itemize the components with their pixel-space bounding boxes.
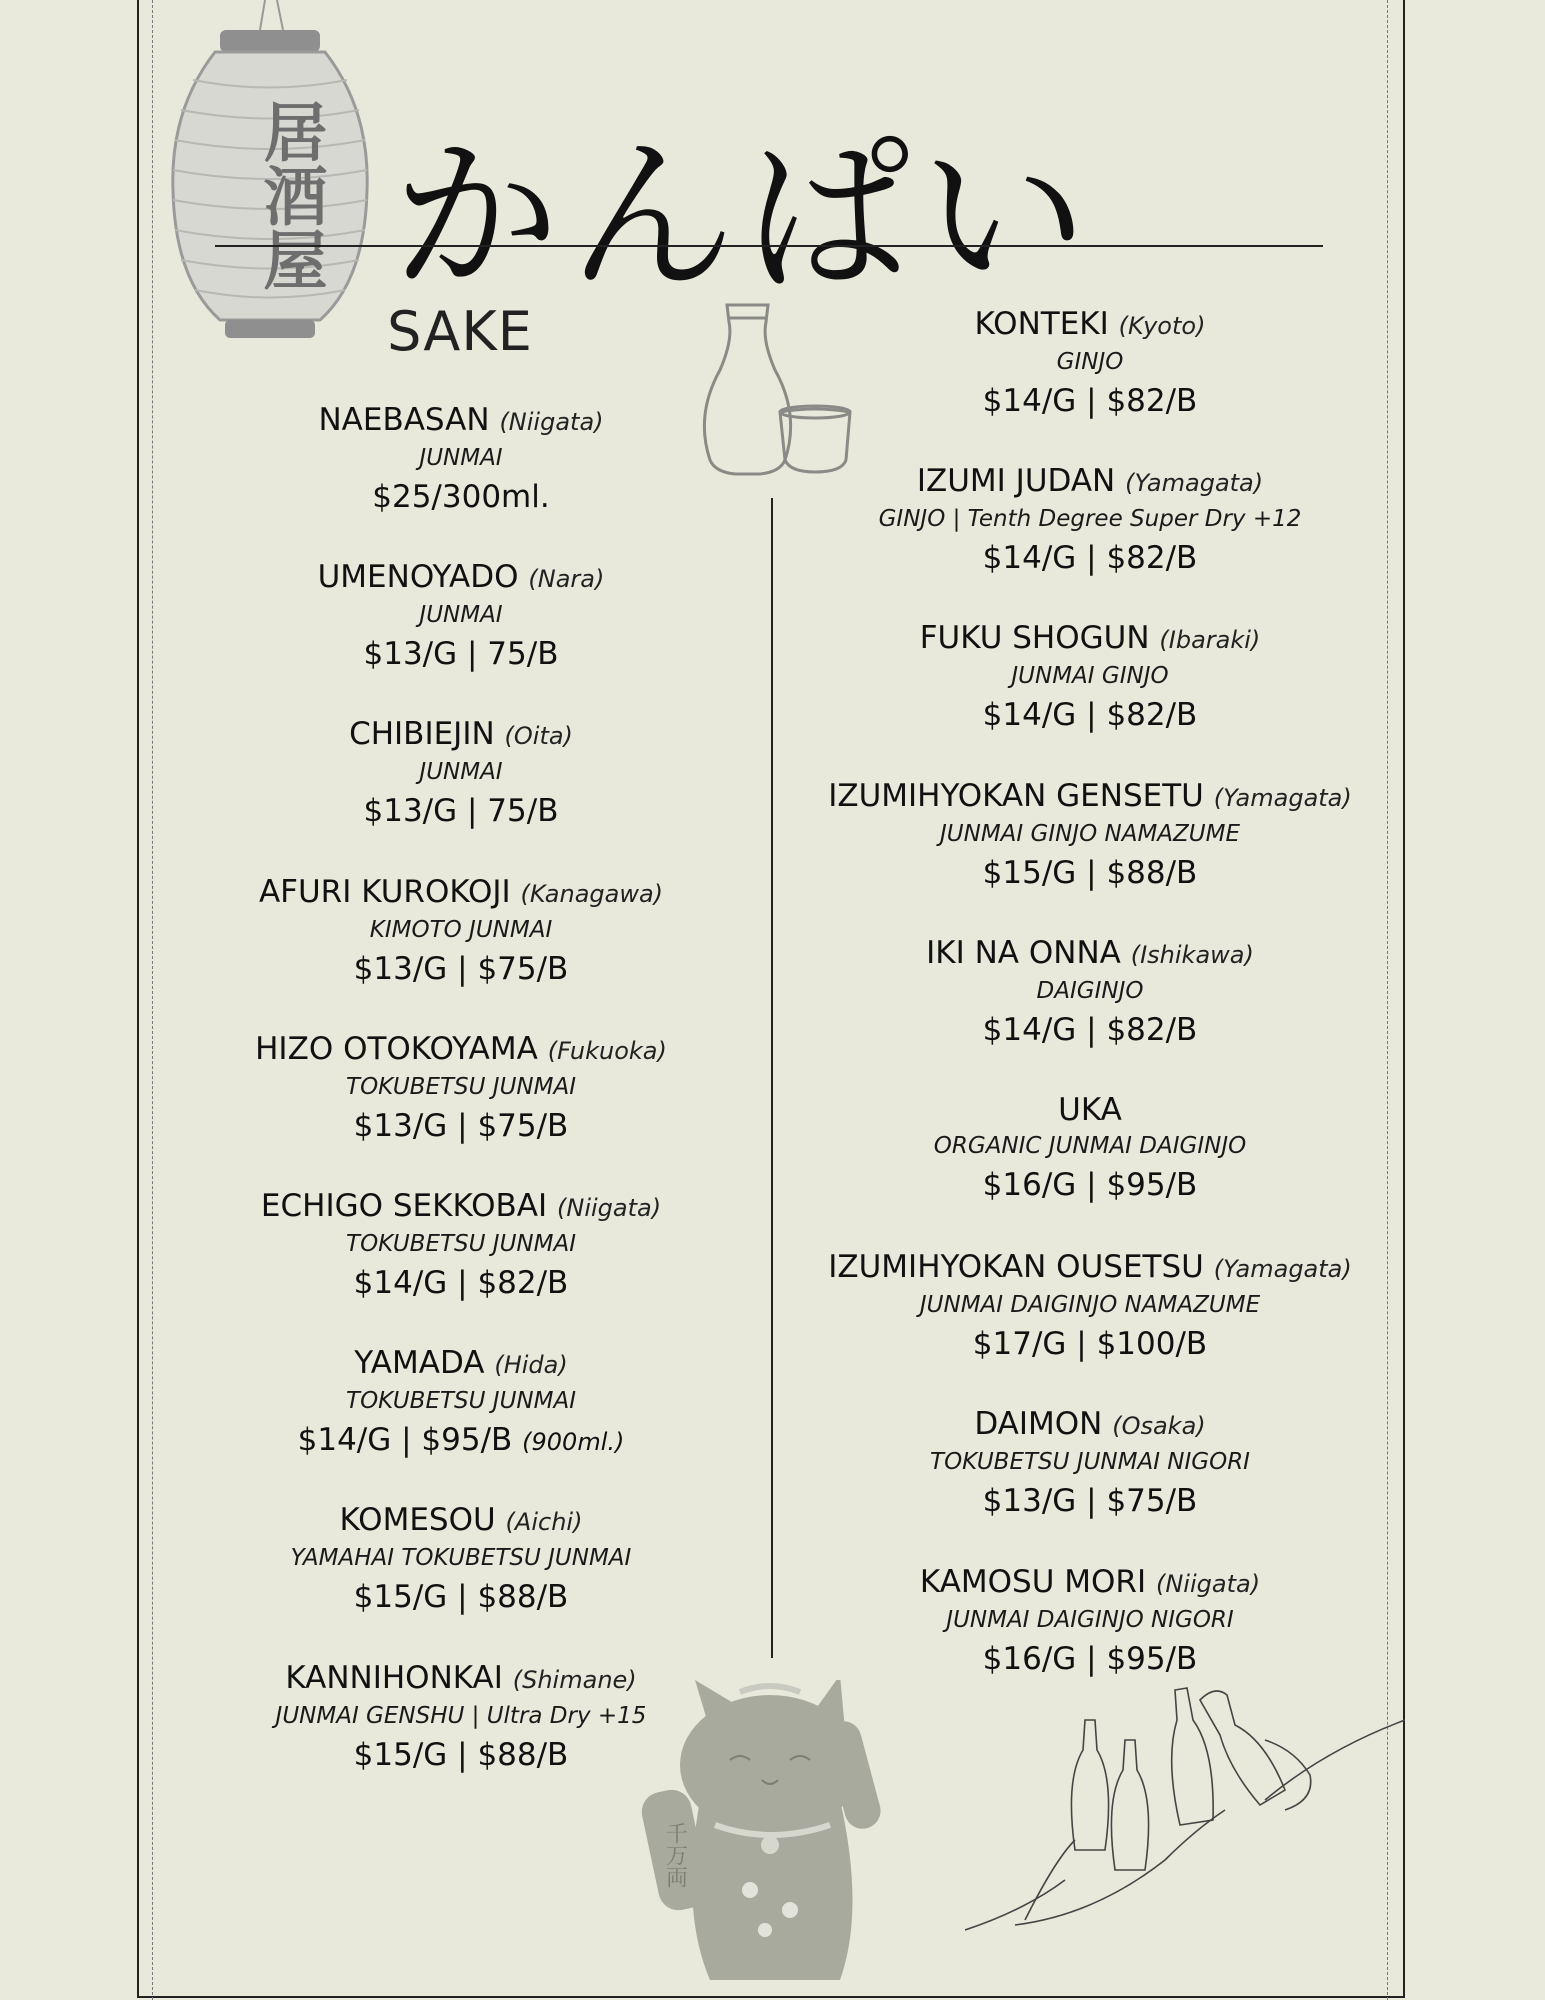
sake-item [790, 618, 1390, 737]
sake-price-text: $13/G | 75/B [363, 793, 559, 830]
sake-item [211, 1029, 711, 1148]
sake-price [790, 1479, 1390, 1523]
sake-item [211, 1658, 711, 1777]
sake-name [211, 714, 711, 756]
sake-price-text: $14/G | $95/B [297, 1422, 513, 1459]
sake-region: (Osaka) [1112, 1412, 1206, 1441]
sake-name [211, 1029, 711, 1071]
sake-style: ORGANIC JUNMAI DAIGINJO [933, 1133, 1247, 1159]
sake-item [790, 461, 1390, 580]
sake-name-text: CHIBIEJIN [349, 716, 495, 753]
sake-name [211, 1658, 711, 1700]
sake-price-text: $14/G | $82/B [982, 540, 1198, 577]
sake-region: (Yamagata) [1125, 469, 1264, 498]
sake-item [790, 1404, 1390, 1523]
sake-region: (Shimane) [512, 1665, 637, 1694]
sake-name-text: NAEBASAN [318, 402, 490, 438]
sake-name-text: IZUMIHYOKAN GENSETU [828, 777, 1204, 814]
sake-name [211, 557, 711, 599]
toasting-bottles-icon [965, 1680, 1405, 1940]
sake-name [211, 872, 711, 914]
sake-price [211, 947, 711, 991]
sake-name [790, 304, 1390, 346]
sake-name-text: FUKU SHOGUN [919, 620, 1150, 657]
sake-item [211, 1186, 711, 1305]
sake-style: JUNMAI GINJO NAMAZUME [940, 820, 1240, 847]
sake-name-text: UMENOYADO [317, 559, 519, 596]
sake-name [211, 400, 711, 442]
sake-style: JUNMAI [419, 759, 503, 786]
sake-name [790, 461, 1390, 503]
sake-region: (Yamagata) [1213, 1255, 1352, 1284]
sake-name-text: KAMOSU MORI [919, 1563, 1147, 1600]
sake-name-text: ECHIGO SEKKOBAI [260, 1188, 548, 1224]
sake-name [790, 1562, 1390, 1604]
maneki-neko-icon [640, 1680, 900, 2000]
sake-name-text: UKA [1058, 1092, 1122, 1128]
sake-price-text: $13/G | $75/B [353, 1107, 569, 1144]
sake-name [211, 1186, 711, 1228]
sake-region: (Nara) [528, 565, 605, 594]
sake-item [790, 776, 1390, 895]
sake-style: GINJO | Tenth Degree Super Dry +12 [878, 506, 1302, 533]
sake-item [211, 714, 711, 833]
sake-price [790, 851, 1390, 895]
sake-region: (Niigata) [1155, 1569, 1261, 1598]
sake-item [211, 1343, 711, 1464]
dashed-border-left [152, 0, 153, 2000]
sake-region: (Niigata) [499, 408, 604, 436]
sake-region: (Oita) [504, 722, 573, 751]
sake-name [790, 1404, 1390, 1446]
sake-price-text: $16/G | $95/B [982, 1640, 1198, 1677]
sake-price-text: $14/G | $82/B [982, 697, 1198, 734]
sake-price-text: $13/G | $75/B [353, 950, 569, 987]
sake-name [211, 1343, 711, 1385]
sake-name [790, 933, 1390, 975]
sake-region: (Hida) [494, 1351, 568, 1380]
sake-price-text: $15/G | $88/B [982, 854, 1198, 891]
sake-price-text: $16/G | $95/B [982, 1167, 1198, 1203]
sake-name [790, 776, 1390, 818]
sake-price-text: $25/300ml. [372, 479, 550, 515]
sake-name-text: KOMESOU [339, 1502, 496, 1539]
sake-style: JUNMAI DAIGINJO NIGORI [946, 1606, 1234, 1633]
sake-item [790, 304, 1390, 423]
sake-style: TOKUBETSU JUNMAI [346, 1073, 576, 1100]
sake-name [211, 1500, 711, 1542]
lantern-text: 居酒屋 [252, 99, 328, 291]
sake-price [790, 1163, 1390, 1207]
section-title: SAKE [387, 300, 533, 363]
sake-price-text: $13/G | 75/B [363, 636, 559, 673]
sake-style: TOKUBETSU JUNMAI [346, 1231, 576, 1257]
sake-price [211, 1575, 711, 1619]
sake-style: DAIGINJO [1036, 977, 1144, 1004]
sake-price [211, 1733, 711, 1777]
sake-name-text: AFURI KUROKOJI [258, 873, 511, 910]
sake-item [790, 1562, 1390, 1681]
sake-price [211, 789, 711, 833]
sake-style: JUNMAI DAIGINJO NAMAZUME [919, 1292, 1261, 1319]
sake-price-text: $15/G | $88/B [353, 1736, 569, 1773]
sake-name-text: KONTEKI [974, 306, 1109, 342]
sake-region: (Ishikawa) [1130, 940, 1254, 969]
sake-region: (Aichi) [505, 1508, 583, 1537]
sake-style: KIMOTO JUNMAI [369, 916, 553, 943]
sake-price-text: $13/G | $75/B [982, 1483, 1198, 1520]
sake-price [211, 1418, 711, 1464]
sake-item [790, 933, 1390, 1052]
sake-item [790, 1090, 1390, 1207]
sake-item [211, 1500, 711, 1619]
lantern-icon [165, 0, 380, 345]
sake-style: JUNMAI GINJO [1011, 663, 1169, 690]
sake-item [211, 872, 711, 991]
sake-price [790, 1637, 1390, 1681]
coin-text: 千万両 [662, 1822, 688, 1888]
sake-price [790, 1322, 1390, 1366]
sake-region: (Fukuoka) [547, 1036, 667, 1065]
sake-name-text: KANNIHONKAI [285, 1659, 503, 1696]
sake-name-text: IKI NA ONNA [926, 934, 1121, 971]
sake-price-text: $17/G | $100/B [972, 1326, 1208, 1363]
sake-price-text: $14/G | $82/B [982, 383, 1198, 419]
column-divider [771, 498, 773, 1658]
sake-price [790, 536, 1390, 580]
sake-price-text: $14/G | $82/B [353, 1265, 569, 1301]
sake-name [790, 1247, 1390, 1289]
sake-name-text: IZUMI JUDAN [916, 463, 1116, 500]
sake-name-text: IZUMIHYOKAN OUSETSU [828, 1249, 1204, 1286]
sake-region: (Yamagata) [1213, 783, 1352, 812]
sake-style: GINJO [1056, 349, 1124, 375]
sake-style: TOKUBETSU JUNMAI NIGORI [930, 1449, 1250, 1476]
sake-price-text: $14/G | $82/B [982, 1011, 1198, 1048]
sake-region: (Kanagawa) [520, 879, 664, 908]
sake-style: JUNMAI GENSHU | Ultra Dry +15 [275, 1702, 647, 1729]
sake-name-text: HIZO OTOKOYAMA [255, 1030, 538, 1067]
title-divider [215, 245, 1323, 247]
sake-price [211, 1104, 711, 1148]
sake-item [211, 400, 711, 519]
page-title: かんぱい [392, 118, 1096, 315]
sake-style: TOKUBETSU JUNMAI [346, 1388, 576, 1415]
sake-style: JUNMAI [419, 445, 503, 471]
sake-region: (Niigata) [557, 1194, 662, 1222]
sake-price [790, 1008, 1390, 1052]
sake-name-text: YAMADA [354, 1345, 485, 1382]
sake-style: YAMAHAI TOKUBETSU JUNMAI [290, 1545, 632, 1572]
sake-region: (Ibaraki) [1159, 626, 1261, 655]
sake-price [211, 475, 711, 519]
sake-name-text: DAIMON [974, 1406, 1103, 1443]
sake-price [790, 379, 1390, 423]
sake-name [790, 1090, 1390, 1130]
sake-price [211, 632, 711, 676]
sake-item [211, 557, 711, 676]
sake-price-text: $15/G | $88/B [353, 1579, 569, 1616]
sake-item [790, 1247, 1390, 1366]
sake-price-note: (900ml.) [522, 1428, 625, 1457]
sake-price [211, 1261, 711, 1305]
sake-name [790, 618, 1390, 660]
sake-price [790, 693, 1390, 737]
sake-region: (Kyoto) [1118, 312, 1206, 340]
sake-style: JUNMAI [419, 602, 503, 629]
